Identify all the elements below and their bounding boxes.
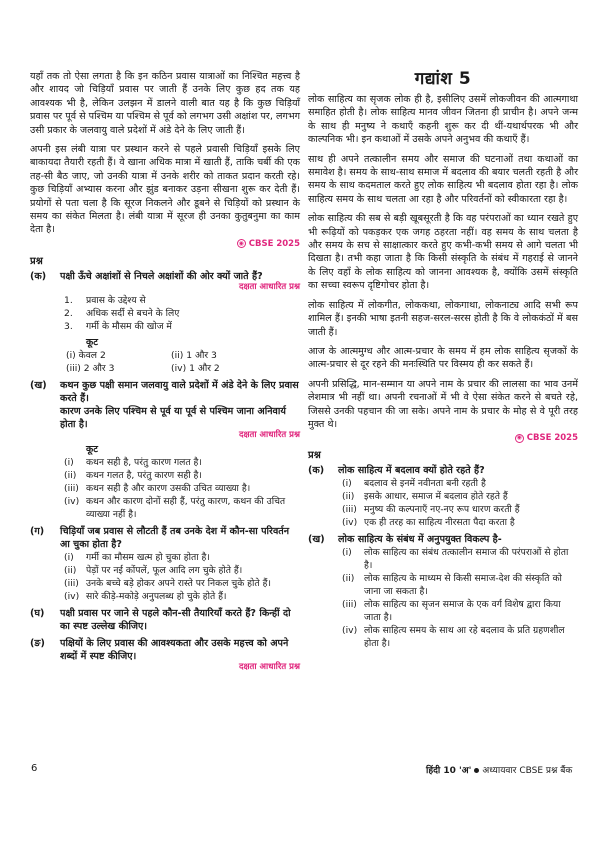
option-item: (ii) लोक साहित्य के माध्यम से किसी समाज-देश की संस्कृति को जाना जा सकता है। xyxy=(342,573,562,598)
option-item: (i) कथन सही है, परंतु कारण गलत है। xyxy=(64,456,202,468)
statement-item: 2. अधिक सर्दी से बचने के लिए xyxy=(64,307,180,319)
option-item: (iv) सारे कीड़े-मकोड़े अनुपलब्ध हो चुके होते हैं। xyxy=(64,590,227,602)
competency-tag: दक्षता आधारित प्रश्न xyxy=(238,661,300,672)
option-item: (iii) मनुष्य की कल्पनाएँ नए-नए रूप धारण करती हैं xyxy=(342,504,520,516)
question-text: चिड़ियाँ जब प्रवास से लौटती हैं तब उनके देश में कौन-सा परिवर्तन आ चुका होता है? xyxy=(60,525,290,550)
statement-item: 3. गर्मी के मौसम की खोज में xyxy=(64,320,172,332)
passage-heading: गद्यांश 5 xyxy=(414,69,472,89)
option-item: (iv) लोक साहित्य समय के साथ आ रहे बदलाव के प्रति ग्रहणशील होता है। xyxy=(342,625,565,650)
code-label: कूट xyxy=(86,336,98,348)
question xyxy=(30,379,300,431)
option-list xyxy=(342,477,578,529)
code-option: (iii) 2 और 3 xyxy=(66,362,115,374)
question-number: (ख) xyxy=(30,379,47,391)
left-column xyxy=(30,70,300,674)
cbse-tag xyxy=(308,433,578,443)
passage-paragraph: आज के आत्ममुग्ध और आत्म-प्रचार के समय में हम लोक साहित्य सृजकों के आत्म-प्रचार से दूर रहने की मनःस्थिति पर विस्मय ही कर सकते हैं। xyxy=(308,345,578,371)
code-option: (ii) 1 और 3 xyxy=(171,349,217,361)
question-number: (ख) xyxy=(308,534,325,546)
question xyxy=(308,464,578,477)
option-item: (i) लोक साहित्य का संबंध तत्कालीन समाज की परंपराओं से होता है। xyxy=(342,547,569,572)
competency-tag: दक्षता आधारित प्रश्न xyxy=(238,429,300,440)
code-option: (iv) 1 और 2 xyxy=(171,362,220,374)
book-subtitle: अध्यायवार CBSE प्रश्न बैंक xyxy=(482,766,573,776)
passage-paragraph: अपनी इस लंबी यात्रा पर प्रस्थान करने से पहले प्रवासी चिड़ियाँ इसके लिए बाकायदा तैयारी रहती हैं। वे खाना अधिक मात्रा में खाती हैं, ताकि चर्बी की एक तह-सी बैठ जाए, जो उनकी यात्रा में उनके शरीर को ताकत प्रदान करती रहे। कुछ चिड़ियाँ अभ्यास करना और झुंड बनाकर उड़ना सीखना शुरू कर देती हैं। प्रयोगों से पता चला है कि सूरज निकलने और डूबने से चिड़ियों को प्रस्थान के समय का संकेत मिलता है। लंबी यात्रा में सूरज ही उनका कुतुबनुमा का काम देता है। xyxy=(30,144,300,236)
statement-list xyxy=(64,294,300,333)
target-icon: ◉ xyxy=(516,434,522,442)
option-item: (i) बदलाव से इनमें नवीनता बनी रहती है xyxy=(342,478,486,490)
option-item: (iii) कथन सही है और कारण उसकी उचित व्याख्या है। xyxy=(64,482,251,494)
option-item: (iv) कथन और कारण दोनों सही हैं, परंतु कारण, कथन की उचित व्याख्या नहीं है। xyxy=(64,495,286,520)
passage-paragraph: साथ ही अपने तत्कालीन समय और समाज की घटनाओं तथा कथाओं का समावेश है। समय के साथ-साथ समाज में बदलाव की बयार चलती रहती है और समय के साथ कदमताल करते हुए लोक साहित्य भी बदलाव होता रहा है। लोक साहित्य समय के साथ चलता आ रहा है और परिवर्तनों को स्वीकारता रहा है। xyxy=(308,153,578,205)
book-footer xyxy=(426,763,572,776)
code-label: कूट xyxy=(86,443,98,455)
option-list xyxy=(64,456,300,521)
question-number: (ग) xyxy=(30,525,45,537)
target-icon: ◉ xyxy=(238,239,244,247)
question-text: पक्षी प्रवास पर जाने से पहले कौन-सी तैयारियाँ करते हैं? किन्हीं दो का स्पष्ट उल्लेख कीजिए। xyxy=(60,607,291,632)
question xyxy=(308,533,578,546)
question xyxy=(30,525,300,551)
option-item: (i) गर्मी का मौसम खत्म हो चुका होता है। xyxy=(64,551,210,563)
passage-paragraph: यहाँ तक तो ऐसा लगता है कि इन कठिन प्रवास यात्राओं का निश्चित महत्त्व है और शायद जो चिड़ियाँ प्रवास पर जाती हैं उनके लिए कुछ हद तक यह आवश्यक भी है, लेकिन उलझन में डालने वाली बात यह है कि कुछ चिड़ियाँ प्रवास पर पूर्व से पश्चिम या पश्चिम से पूर्व को लगभग उसी अक्षांश पर, लगभग उसी प्रकार के जलवायु वाले प्रदेशों में अंडे देने के लिए जाती हैं। xyxy=(30,71,300,136)
question-text: पक्षियों के लिए प्रवास की आवश्यकता और उसके महत्त्व को अपने शब्दों में स्पष्ट कीजिए। xyxy=(60,637,289,662)
cbse-label: CBSE 2025 xyxy=(248,238,300,249)
option-item: (ii) इसके आधार, समाज में बदलाव होते रहते हैं xyxy=(342,491,508,503)
passage-paragraph: लोक साहित्य में लोकगीत, लोककथा, लोकगाथा, लोकनाट्य आदि सभी रूप शामिल हैं। इनकी भाषा इतनी सहज-सरल-सरस होती है कि वे लोककंठों में बस जाती हैं। xyxy=(308,299,578,338)
assertion-text: कथन कुछ पक्षी समान जलवायु वाले प्रदेशों में अंडे देने के लिए प्रवास करते हैं। xyxy=(60,379,299,404)
option-item: (ii) पेड़ों पर नई कोंपलें, फूल आदि लग चुके होते हैं। xyxy=(64,564,243,576)
statement-item: 1. प्रवास के उद्देश्य से xyxy=(64,294,146,306)
passage-paragraph: अपनी प्रसिद्धि, मान-सम्मान या अपने नाम के प्रचार की लालसा का भाव उनमें लेशमात्र भी नहीं था। अपनी रचनाओं में भी वे ऐसा संकेत करने से बचते रहे, जिससे उनकी पहचान की जा सके। अपने नाम के प्रचार के मोह से वे पूरी तरह मुक्त थे। xyxy=(308,378,578,430)
option-item: (iii) लोक साहित्य का सृजन समाज के एक वर्ग विशेष द्वारा किया जाता है। xyxy=(342,599,561,624)
reason-text: कारण उनके लिए पश्चिम से पूर्व या पूर्व से पश्चिम जाना अनिवार्य होता है। xyxy=(60,405,286,430)
code-options xyxy=(66,349,276,375)
question-number: (ङ) xyxy=(30,637,45,649)
question xyxy=(30,607,300,633)
right-column xyxy=(308,70,578,650)
competency-tag: दक्षता आधारित प्रश्न xyxy=(238,281,300,292)
cbse-label: CBSE 2025 xyxy=(526,433,578,444)
option-item: (ii) कथन गलत है, परंतु कारण सही है। xyxy=(64,469,202,481)
passage-paragraph: लोक साहित्य की सब से बड़ी खूबसूरती है कि वह परंपराओं का ध्यान रखते हुए भी रूढ़ियों को पकड़कर एक जगह ठहरता नहीं। वह समय के साथ चलता है और समय के सच से साक्षात्कार करते हुए कभी-कभी समय से आगे चलता भी दिखता है। तभी कहा जाता है कि किसी संस्कृति के संबंध में गहराई से जानने के लिए वहाँ के लोक साहित्य को जानना आवश्यक है, क्योंकि उसमें संस्कृति का सच्चा स्वरूप दृष्टिगोचर होता है। xyxy=(308,213,578,292)
question xyxy=(30,637,300,663)
question-number: (क) xyxy=(308,465,325,477)
question-number: (घ) xyxy=(30,607,45,619)
cbse-tag xyxy=(30,239,300,249)
bullet-icon xyxy=(474,768,479,773)
code-option: (i) केवल 2 xyxy=(66,349,106,361)
passage-paragraph: लोक साहित्य का सृजक लोक ही है, इसीलिए उसमें लोकजीवन की आत्मगाथा समाहित होती है। लोक साहित्य मानव जीवन जितना ही प्राचीन है। अपने जन्म के साथ ही मनुष्य ने कथाएँ कहनी शुरू कर दी थीं-यथार्थपरक भी और काल्पनिक भी। इन कथाओं में उसके अपने अनुभव की कथाएँ हैं। xyxy=(308,94,578,146)
option-list xyxy=(64,551,300,603)
option-item: (iv) एक ही तरह का साहित्य नीरसता पैदा करता है xyxy=(342,517,515,529)
question-text: लोक साहित्य में बदलाव क्यों होते रहते हैं? xyxy=(338,465,485,477)
page-number: 6 xyxy=(31,763,38,774)
question-number: (क) xyxy=(30,270,47,282)
option-item: (iii) उनके बच्चे बड़े होकर अपने रास्ते पर निकल चुके होते हैं। xyxy=(64,577,271,589)
book-title: हिंदी 10 'अ' xyxy=(426,766,472,776)
questions-heading: प्रश्न xyxy=(30,255,43,267)
question-text: पक्षी ऊँचे अक्षांशों से निचले अक्षांशों की ओर क्यों जाते हैं? xyxy=(60,270,263,282)
option-list xyxy=(342,546,578,650)
questions-heading: प्रश्न xyxy=(308,450,321,462)
question-text: लोक साहित्य के संबंध में अनुपयुक्त विकल्प है- xyxy=(338,534,502,546)
